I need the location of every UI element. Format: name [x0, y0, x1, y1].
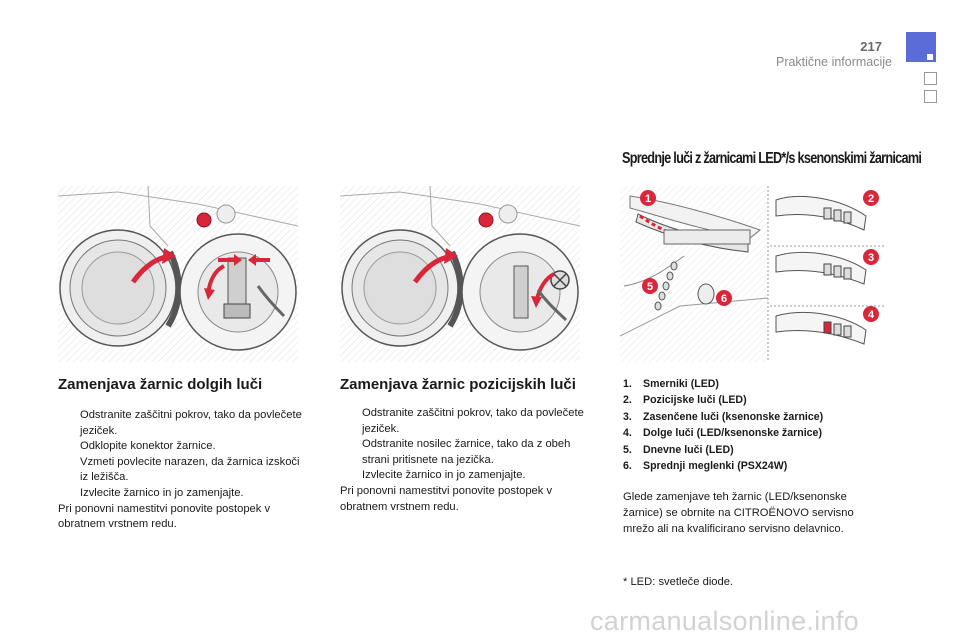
sidelamp-illustration: [340, 186, 580, 362]
headlamp-section-title: Sprednje luči z žarnicami LED*/s ksenonskimi žarnicami: [622, 150, 922, 167]
callout-4: 4: [867, 309, 875, 321]
watermark: carmanualsonline.info: [590, 606, 859, 636]
chapter-tab-empty-1[interactable]: [924, 72, 937, 85]
legend-item: 6. Sprednji meglenki (PSX24W): [623, 460, 788, 473]
step-item: Odstranite nosilec žarnice, tako da z obeh strani pritisnete na jezička.: [362, 438, 571, 466]
step-item: Odstranite zaščitni pokrov, tako da povlečete jeziček.: [80, 409, 302, 437]
chapter-tab[interactable]: [906, 32, 936, 62]
step-item: Odklopite konektor žarnice.: [80, 440, 216, 453]
page-number: 217: [860, 39, 882, 54]
main-beam-illustration: [58, 186, 298, 362]
step-item: Odstranite zaščitni pokrov, tako da povlečete jeziček.: [362, 407, 584, 435]
main-beam-closing: Pri ponovni namestitvi ponovite postopek v obratnem vrstnem redu.: [58, 502, 271, 531]
headlamp-legend: [623, 376, 893, 474]
main-beam-section: [58, 376, 304, 533]
legend-item: 4. Dolge luči (LED/ksenonske žarnice): [623, 427, 822, 440]
legend-item: 3. Zasenčene luči (ksenonske žarnice): [623, 410, 824, 423]
chapter-tab-empty-2[interactable]: [924, 90, 937, 103]
legend-item: 2. Pozicijske luči (LED): [623, 394, 747, 407]
callout-6: 6: [720, 293, 728, 305]
callout-1: 1: [644, 193, 652, 205]
led-footnote: * LED: svetleče diode.: [623, 576, 734, 588]
callout-3: 3: [867, 252, 875, 264]
sidelamp-heading: Zamenjava žarnic pozicijskih luči: [340, 376, 576, 393]
main-beam-steps: [58, 408, 304, 502]
callout-5: 5: [646, 281, 654, 293]
sidelamp-section: [340, 376, 590, 515]
headlamp-legend-section: [623, 376, 893, 537]
step-item: Izvlecite žarnico in jo zamenjajte.: [362, 469, 526, 482]
headlamp-callout-illustration: [620, 186, 884, 362]
service-note: Glede zamenjave teh žarnic (LED/ksenonske žarnice) se obrnite na CITROËNOVO servisno mrežo ali na kvalificirano servisno delavnico.: [623, 491, 854, 535]
sidelamp-closing: Pri ponovni namestitvi ponovite postopek v obratnem vrstnem redu.: [340, 484, 553, 513]
main-beam-heading: Zamenjava žarnic dolgih luči: [58, 376, 263, 393]
sidelamp-steps: [340, 406, 590, 484]
section-title: Praktične informacije: [775, 55, 892, 69]
legend-item: 1. Smerniki (LED): [623, 378, 719, 390]
step-item: Vzmeti povlecite narazen, da žarnica izskoči iz ležišča.: [80, 455, 300, 484]
callout-2: 2: [867, 193, 875, 205]
step-item: Izvlecite žarnico in jo zamenjajte.: [80, 486, 244, 499]
legend-item: 5. Dnevne luči (LED): [623, 443, 734, 456]
